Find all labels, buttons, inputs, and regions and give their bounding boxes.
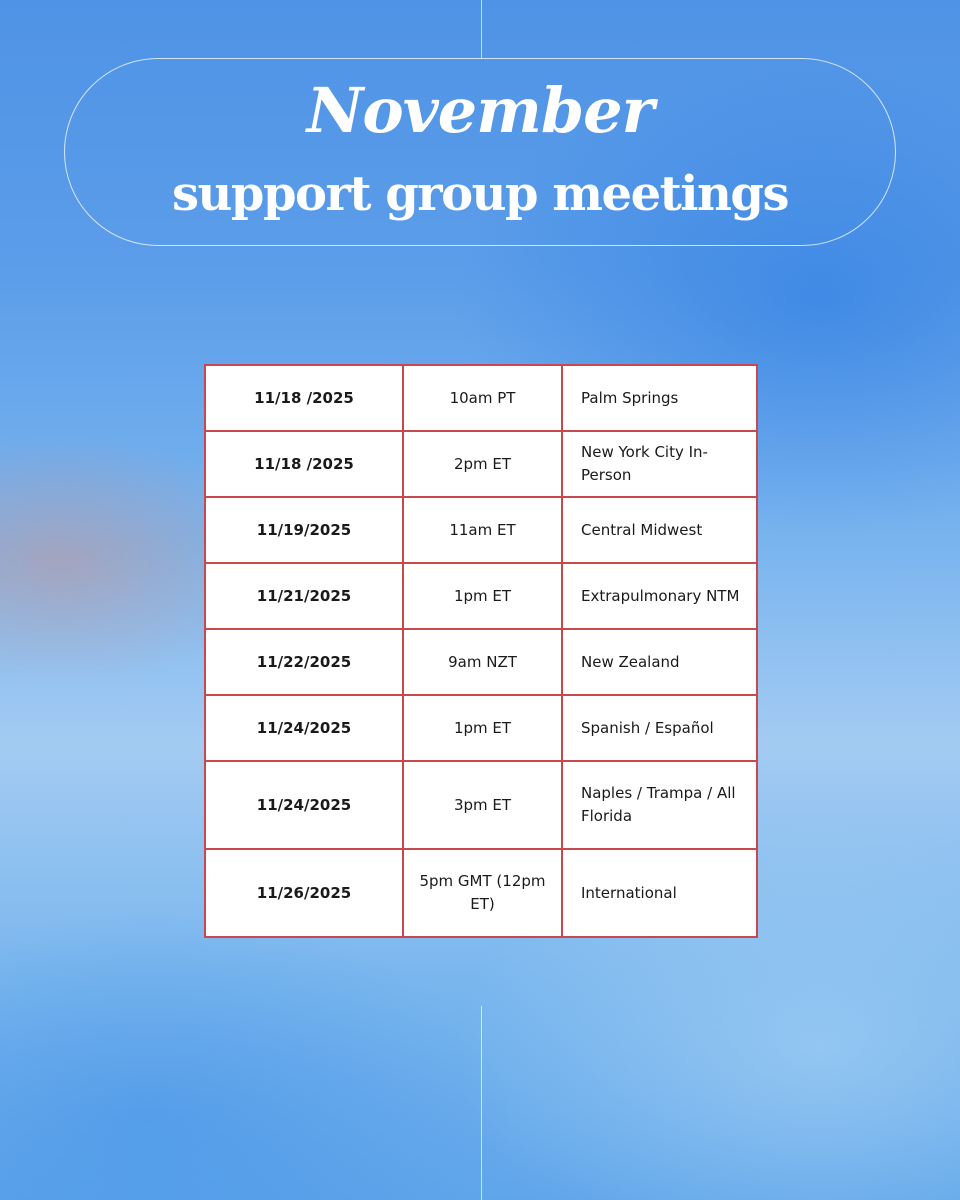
meeting-time: 5pm GMT (12pm ET) bbox=[403, 849, 562, 937]
meeting-date: 11/18 /2025 bbox=[205, 365, 403, 431]
meeting-time: 2pm ET bbox=[403, 431, 562, 497]
top-divider-line bbox=[481, 0, 482, 58]
meeting-location: Naples / Trampa / All Florida bbox=[562, 761, 757, 849]
meeting-date: 11/21/2025 bbox=[205, 563, 403, 629]
meeting-date: 11/26/2025 bbox=[205, 849, 403, 937]
table-row bbox=[205, 365, 757, 431]
meeting-location: International bbox=[562, 849, 757, 937]
meeting-time: 9am NZT bbox=[403, 629, 562, 695]
table-row bbox=[205, 695, 757, 761]
meeting-location: Extrapulmonary NTM bbox=[562, 563, 757, 629]
meeting-location: New Zealand bbox=[562, 629, 757, 695]
table-row bbox=[205, 761, 757, 849]
title-pill bbox=[64, 58, 896, 246]
meeting-location: Palm Springs bbox=[562, 365, 757, 431]
meeting-date: 11/19/2025 bbox=[205, 497, 403, 563]
meeting-location: New York City In-Person bbox=[562, 431, 757, 497]
table-row bbox=[205, 849, 757, 937]
title-subtitle: support group meetings bbox=[171, 166, 789, 222]
meeting-time: 11am ET bbox=[403, 497, 562, 563]
title-month: November bbox=[306, 74, 654, 147]
meeting-time: 3pm ET bbox=[403, 761, 562, 849]
meeting-date: 11/18 /2025 bbox=[205, 431, 403, 497]
table-row bbox=[205, 497, 757, 563]
meeting-time: 10am PT bbox=[403, 365, 562, 431]
meeting-time: 1pm ET bbox=[403, 695, 562, 761]
meeting-time: 1pm ET bbox=[403, 563, 562, 629]
table-row bbox=[205, 431, 757, 497]
table-row bbox=[205, 563, 757, 629]
meeting-location: Central Midwest bbox=[562, 497, 757, 563]
meeting-schedule-table bbox=[204, 364, 758, 938]
meeting-date: 11/24/2025 bbox=[205, 761, 403, 849]
meeting-date: 11/22/2025 bbox=[205, 629, 403, 695]
meeting-location: Spanish / Español bbox=[562, 695, 757, 761]
meeting-date: 11/24/2025 bbox=[205, 695, 403, 761]
table-row bbox=[205, 629, 757, 695]
bottom-divider-line bbox=[481, 1006, 482, 1200]
